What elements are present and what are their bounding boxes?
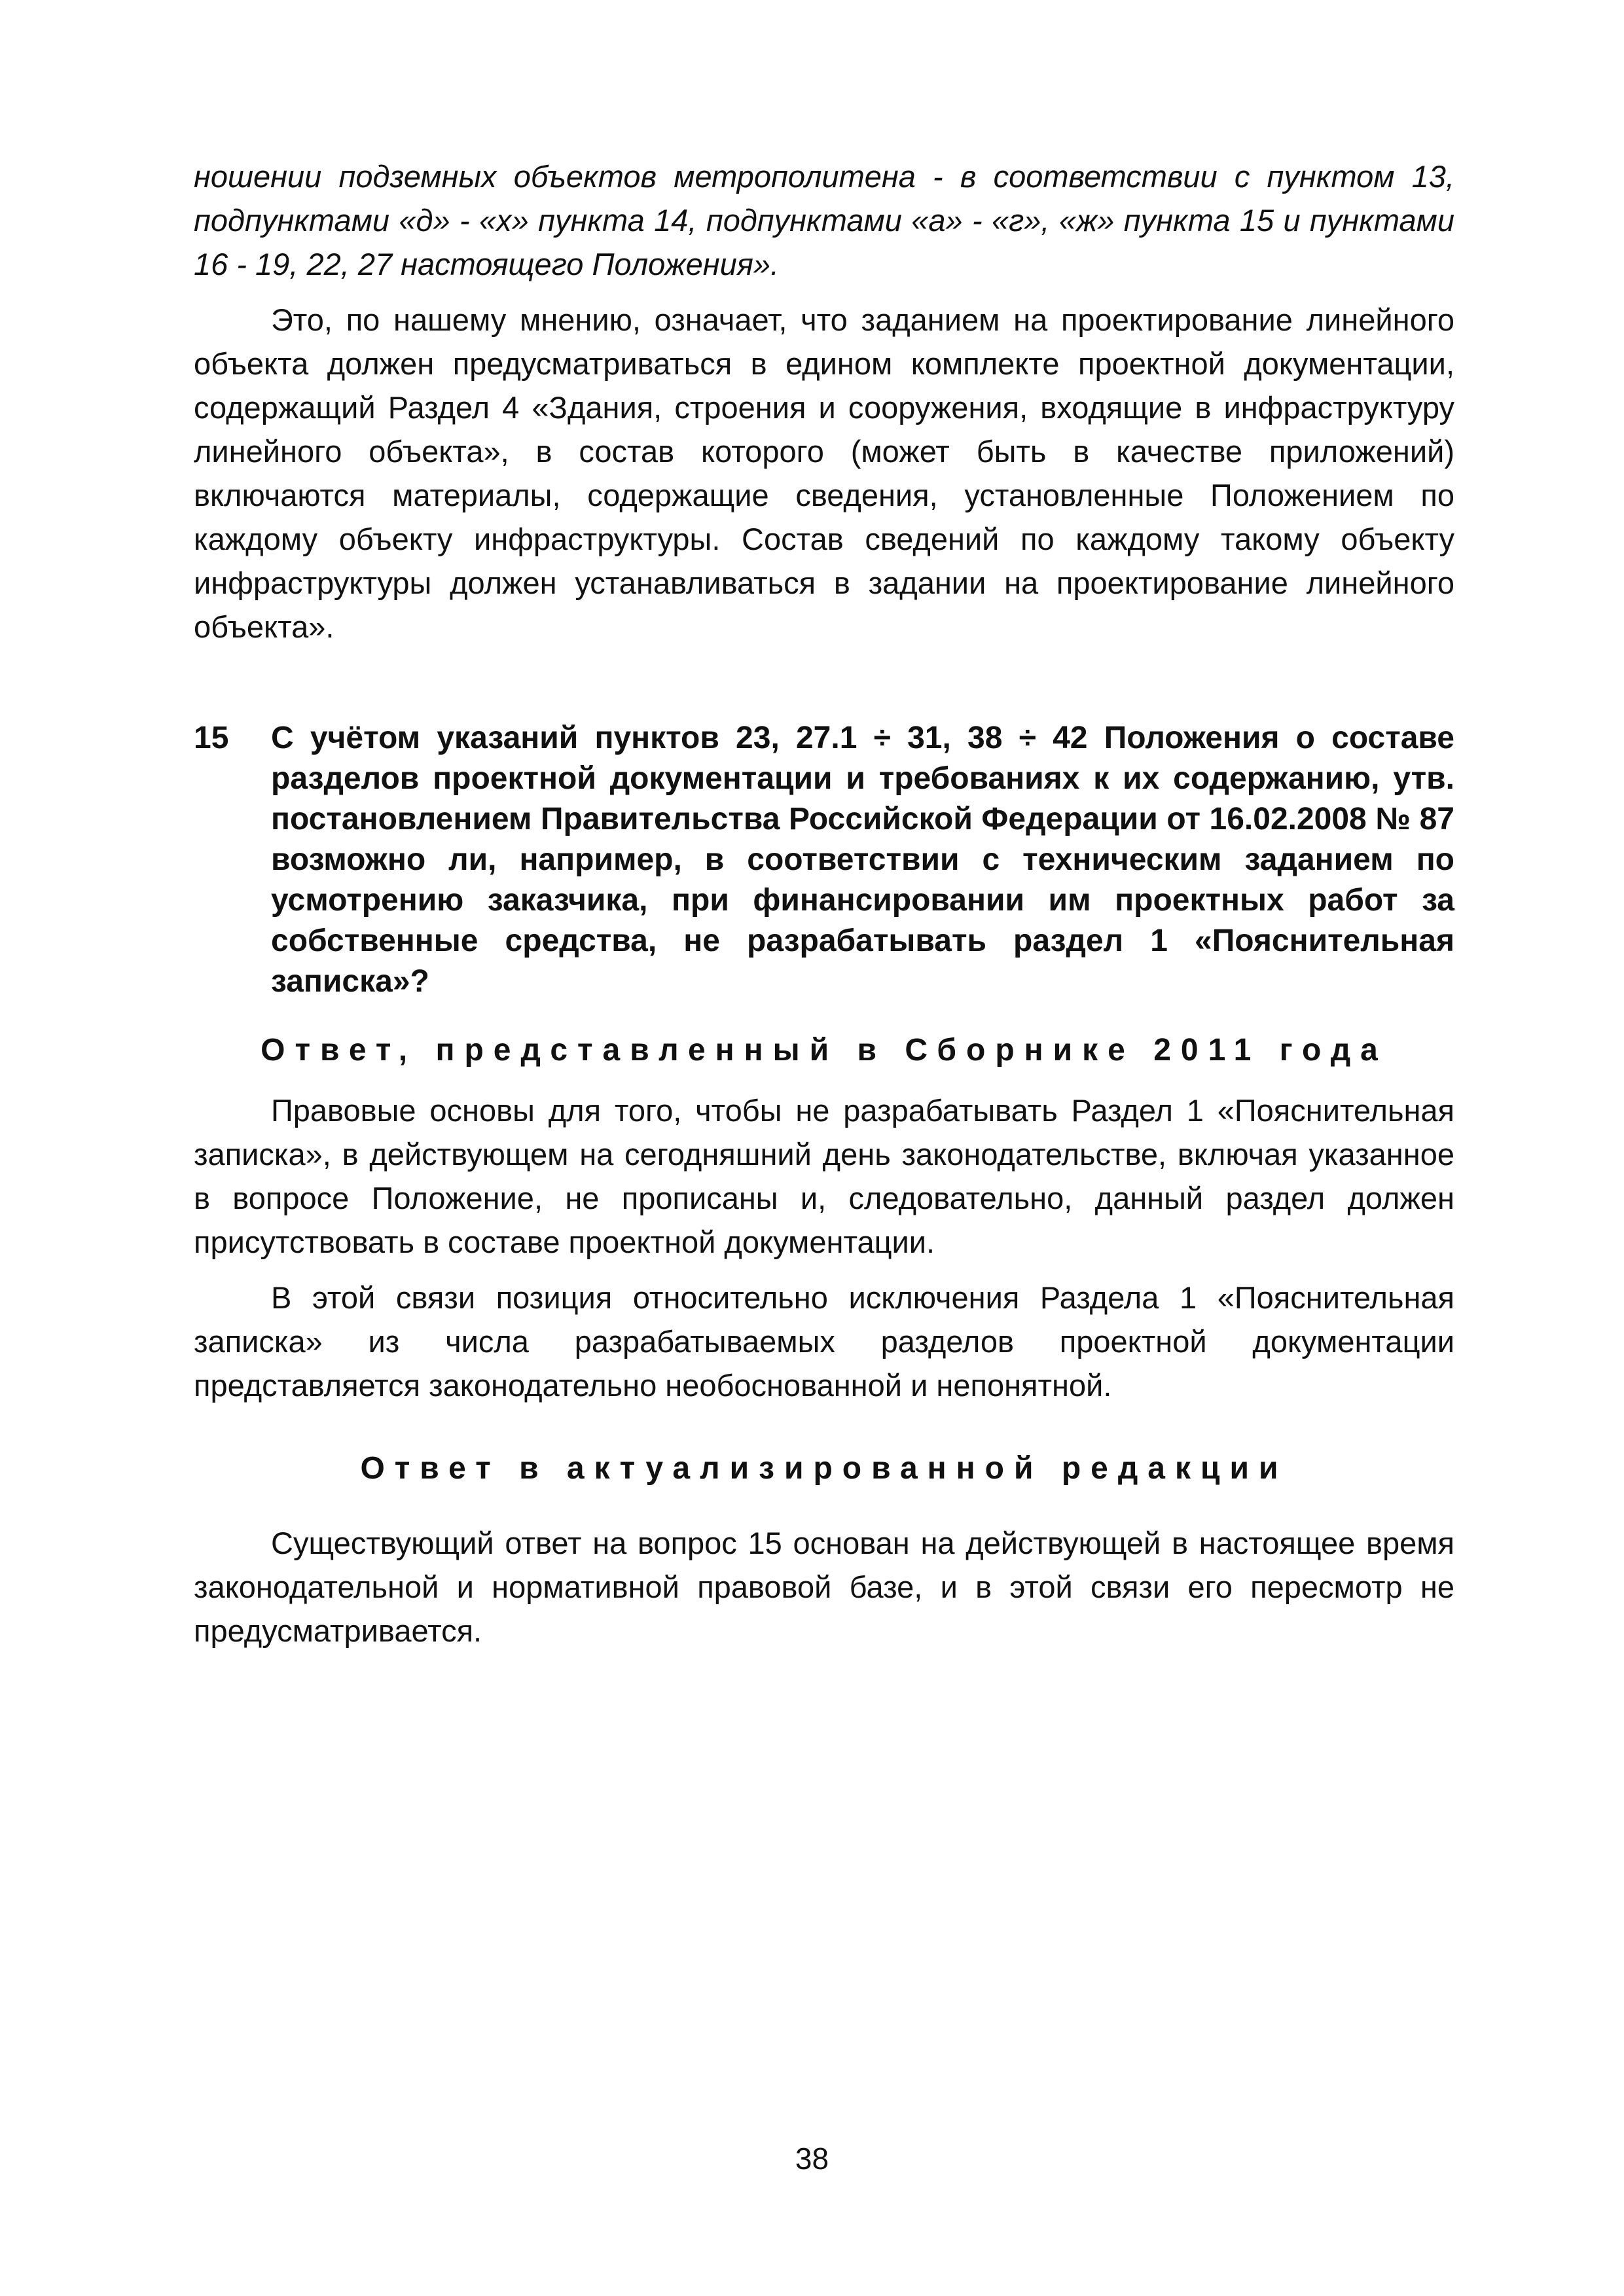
answer-2011-paragraph-1: Правовые основы для того, чтобы не разрабатывать Раздел 1 «Пояснительная записка», в действующем на сегодняшний день законодательстве, включая указанное в вопросе Положение, не прописаны и, следовательно, данный раздел должен присутствовать в составе проектной документации. bbox=[194, 1093, 1454, 1259]
page-content bbox=[194, 154, 1454, 1653]
intro-italic-paragraph: ношении подземных объектов метрополитена - в соответствии с пунктом 13, подпунктами «д» - «х» пункта 14, подпунктами «а» - «г», «ж» пункта 15 и пунктами 16 - 19, 22, 27 настоящего Положения». bbox=[194, 159, 1454, 281]
heading-answer-updated: Ответ в актуализированной редакции bbox=[360, 1451, 1288, 1486]
body-paragraph-1: Это, по нашему мнению, означает, что заданием на проектирование линейного объекта должен предусматриваться в едином комплекте проектной документации, содержащий Раздел 4 «Здания, строения и сооружения, входящие в инфраструктуру линейного объекта», в состав которого (может быть в качестве приложений) включаются материалы, содержащие сведения, установленные Положением по каждому объекту инфраструктуры. Состав сведений по каждому такому объекту инфраструктуры должен устанавливаться в задании на проектирование линейного объекта». bbox=[194, 302, 1454, 644]
question-block bbox=[194, 718, 1454, 1002]
question-text: С учётом указаний пунктов 23, 27.1 ÷ 31, 38 ÷ 42 Положения о составе разделов проектной документации и требованиях к их содержанию, утв. постановлением Правительства Российской Федерации от 16.02.2008 № 87 возможно ли, например, в соответствии с техническим заданием по усмотрению заказчика, при финансировании им проектных работ за собственные средства, не разрабатывать раздел 1 «Пояснительная записка»? bbox=[271, 721, 1454, 999]
page-number: 38 bbox=[795, 2142, 829, 2176]
heading-answer-2011: Ответ, представленный в Сборнике 2011 года bbox=[261, 1033, 1388, 1067]
answer-2011-paragraph-2: В этой связи позиция относительно исключения Раздела 1 «Пояснительная записка» из числа разрабатываемых разделов проектной документации представляется законодательно необоснованной и непонятной. bbox=[194, 1280, 1454, 1403]
answer-updated-paragraph-1: Существующий ответ на вопрос 15 основан на действующей в настоящее время законодательной и нормативной правовой базе, и в этой связи его пересмотр не предусматривается. bbox=[194, 1526, 1454, 1648]
question-number: 15 bbox=[194, 721, 229, 755]
